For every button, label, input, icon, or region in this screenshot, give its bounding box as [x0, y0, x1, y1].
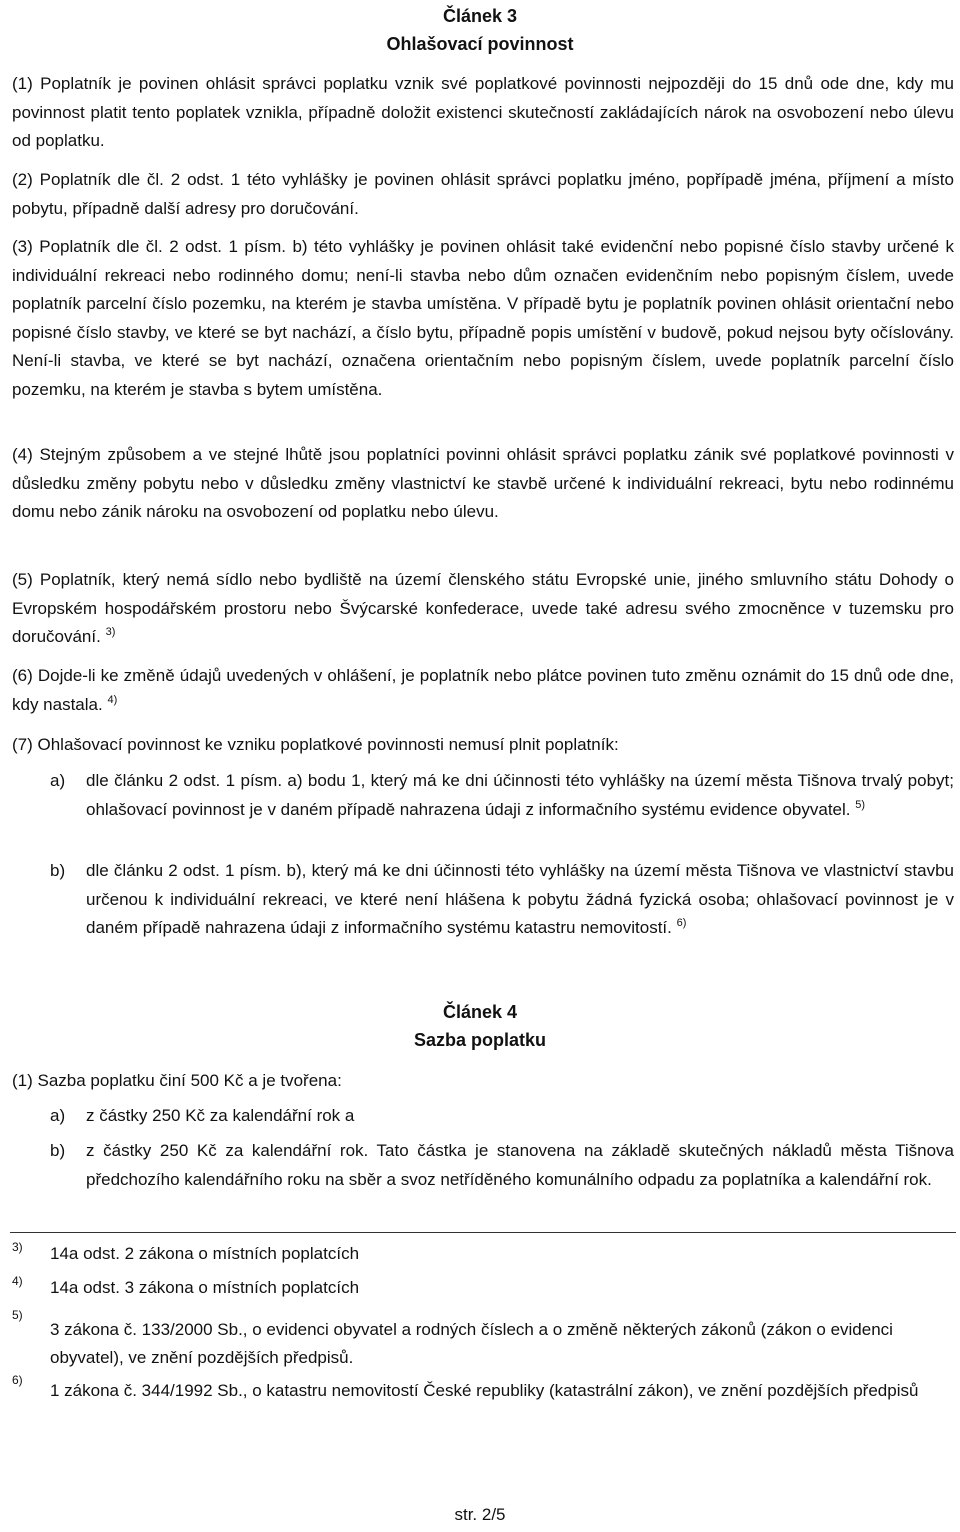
article4-item-a-text: z částky 250 Kč za kalendářní rok a — [86, 1106, 355, 1125]
page-number: str. 2/5 — [454, 1505, 506, 1524]
footnote-text-5: 3 zákona č. 133/2000 Sb., o evidenci obyvatel a rodných číslech a o změně některých zákonů (zákon o evidenci obyvatel), ve znění pozdějších předpisů. — [50, 1320, 893, 1367]
article3-subtitle: Ohlašovací povinnost — [386, 34, 574, 54]
article4-title: Článek 4 — [442, 1002, 518, 1022]
article4-item-a — [50, 1102, 954, 1131]
footnote-text-6: 1 zákona č. 344/1992 Sb., o katastru nemovitostí České republiky (katastrální zákon), ve znění pozdějších předpisů — [50, 1381, 919, 1400]
footnote-separator — [10, 1232, 956, 1233]
article4-item-b-text: z částky 250 Kč za kalendářní rok. Tato částka je stanovena na základě skutečných nákladů města Tišnova předchozího kalendářního roku na sběr a svoz netříděného komunálního odpadu za poplatníka a kalendářní rok. — [86, 1141, 954, 1189]
paragraph-6-text: (6) Dojde-li ke změně údajů uvedených v ohlášení, je poplatník nebo plátce povinen tuto změnu oznámit do 15 dnů ode dne, kdy nastala. — [12, 666, 954, 714]
article4-item-a-letter: a) — [50, 1106, 66, 1125]
footnote-ref-6: 6) — [676, 917, 687, 929]
article3-title: Článek 3 — [442, 6, 518, 26]
footnote-ref-3: 3) — [105, 626, 116, 638]
footnote-text-3: 14a odst. 2 zákona o místních poplatcích — [50, 1244, 360, 1263]
footnote-mark-6: 6) — [12, 1373, 23, 1387]
article3-paragraph-7: (7) Ohlašovací povinnost ke vzniku poplatkové povinnosti nemusí plnit poplatník: — [12, 735, 619, 754]
article3-paragraph-6 — [12, 662, 954, 719]
article3-paragraph-2: (2) Poplatník dle čl. 2 odst. 1 této vyhlášky je povinen ohlásit správci poplatku jméno, popřípadě jména, příjmení a místo pobytu, případně další adresy pro doručování. — [12, 170, 954, 218]
item-a-letter: a) — [50, 771, 66, 790]
article4-item-b-letter: b) — [50, 1141, 66, 1160]
footnote-mark-4: 4) — [12, 1274, 23, 1288]
article3-item-a — [50, 767, 954, 824]
footnote-ref-4: 4) — [107, 693, 118, 706]
article4-heading — [0, 998, 960, 1054]
article3-paragraph-4: (4) Stejným způsobem a ve stejné lhůtě jsou poplatníci povinni ohlásit správci poplatku zánik své poplatkové povinnosti v důsledku změny pobytu nebo v důsledku změny vlastnictví ke stavbě určené k individuální rekreaci, bytu nebo rodinnému domu nebo zánik nároku na osvobození od poplatku nebo úlevu. — [12, 445, 954, 521]
item-a-text: dle článku 2 odst. 1 písm. a) bodu 1, který má ke dni účinnosti této vyhlášky na území města Tišnova trvalý pobyt; ohlašovací povinnost je v daném případě nahrazena údaji z informačního systému evidence obyvatel. — [86, 771, 954, 819]
footnote-ref-5: 5) — [855, 798, 866, 811]
article3-item-b — [50, 857, 954, 943]
footnote-text-4: 14a odst. 3 zákona o místních poplatcích — [50, 1278, 360, 1297]
article3-paragraph-1: (1) Poplatník je povinen ohlásit správci poplatku vznik své poplatkové povinnosti nejpozději do 15 dnů ode dne, kdy mu povinnost platit tento poplatek vznikla, případně doložit existenci skutečností zakládajících nárok na osvobození nebo úlevu od poplatku. — [12, 74, 954, 150]
article3-heading — [0, 2, 960, 58]
item-b-text: dle článku 2 odst. 1 písm. b), který má ke dni účinnosti této vyhlášky na území města Tišnova ve vlastnictví stavbu určenou k individuální rekreaci, ve které není hlášena k pobytu žádná fyzická osoba; ohlašovací povinnost je v daném případě nahrazena údaji z informačního systému katastru nemovitostí. — [86, 861, 954, 937]
footnote-mark-3: 3) — [12, 1240, 23, 1254]
article4-subtitle: Sazba poplatku — [413, 1030, 547, 1050]
article3-paragraph-5 — [12, 566, 954, 652]
footnote-mark-5: 5) — [12, 1308, 23, 1322]
article4-item-b — [50, 1137, 954, 1194]
article3-paragraph-3: (3) Poplatník dle čl. 2 odst. 1 písm. b) této vyhlášky je povinen ohlásit také evidenční nebo popisné číslo stavby určené k individuální rekreaci nebo rodinného domu; není-li stavba nebo dům označen evidenčním nebo popisným číslem, uvede poplatník parcelní číslo pozemku, na kterém je stavba umístěna. V případě bytu je poplatník povinen ohlásit orientační nebo popisné číslo stavby, ve které se byt nachází, a číslo bytu, případně popis umístění v budově, pokud nejsou byty očíslovány. Není-li stavba, ve které se byt nachází, označena orientačním nebo popisným číslem, uvede poplatník parcelní číslo pozemku, na kterém je stavba s bytem umístěna. — [12, 237, 954, 399]
article4-paragraph-1: (1) Sazba poplatku činí 500 Kč a je tvořena: — [12, 1071, 342, 1090]
item-b-letter: b) — [50, 861, 66, 880]
paragraph-5-text: (5) Poplatník, který nemá sídlo nebo bydliště na území členského státu Evropské unie, jiného smluvního státu Dohody o Evropském hospodářském prostoru nebo Švýcarské konfederace, uvede také adresu svého zmocněnce v tuzemsku pro doručování. — [12, 570, 954, 646]
